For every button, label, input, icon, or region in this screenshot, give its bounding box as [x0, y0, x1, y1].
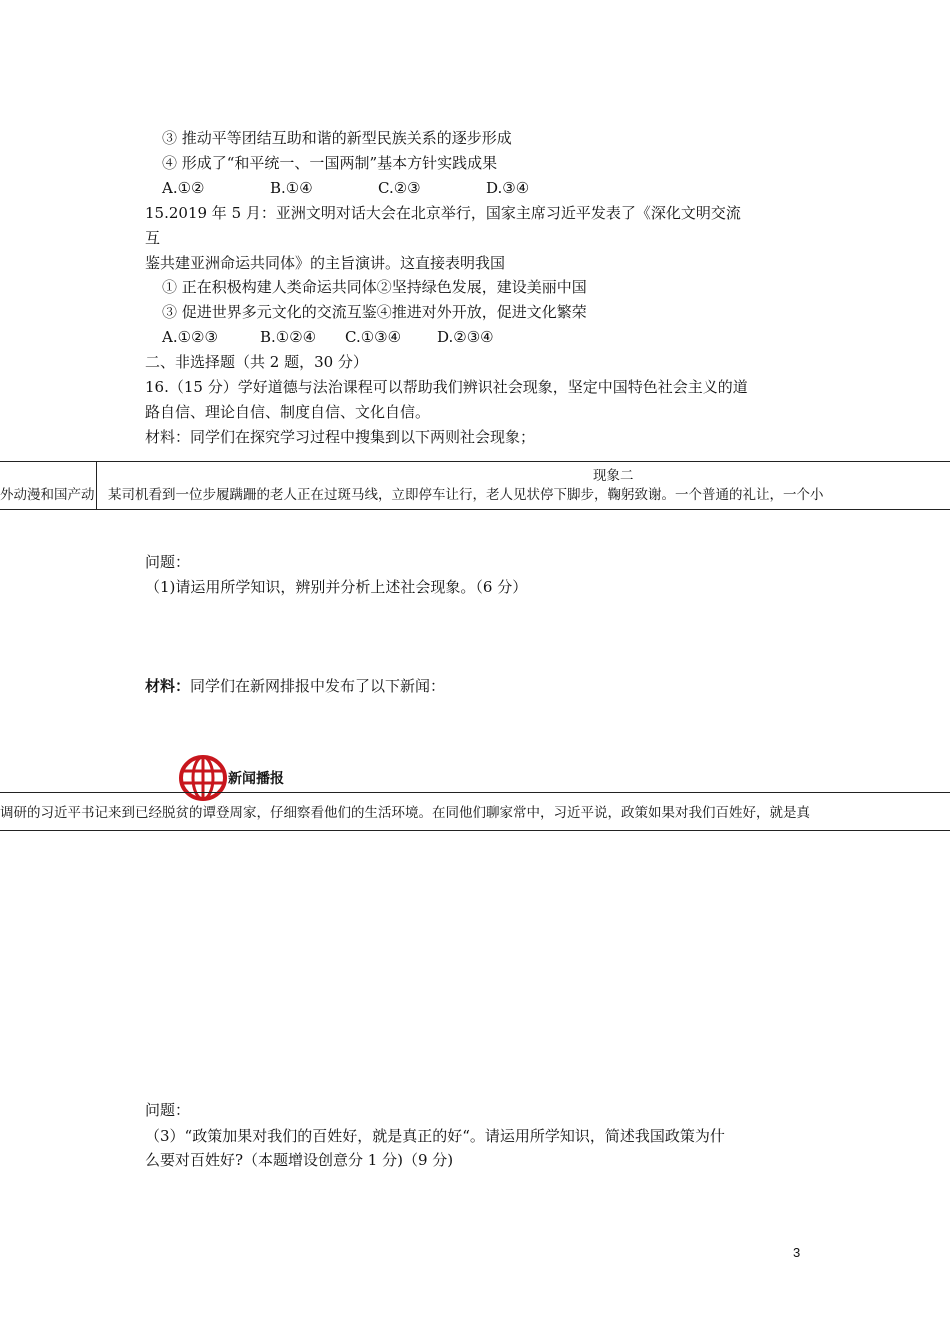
question-1: （1)请运用所学知识，辨别并分析上述社会现象。（6 分） — [145, 578, 528, 596]
q15-option-d: D.②③④ — [437, 328, 494, 346]
question-3-line-2: 么要对百姓好?（本题增设创意分 1 分)（9 分) — [145, 1151, 454, 1169]
q16-material-2 — [145, 676, 445, 696]
q14-option-a: A.①② — [162, 179, 205, 197]
phenomena-table — [0, 461, 950, 510]
q16-stem-line-1: 16.（15 分）学好道德与法治课程可以帮助我们辨识社会现象，坚定中国特色社会主义的道 — [145, 378, 748, 396]
q14-item-4: ④ 形成了“和平统一、一国两制”基本方针实践成果 — [162, 154, 498, 172]
news-title: 新闻播报 — [228, 771, 284, 787]
news-text: 调研的习近平书记来到已经脱贫的谭登周家，仔细察看他们的生活环境。在同他们聊家常中，习近平说，政策如果对我们百姓好，就是真 — [0, 805, 810, 821]
question-3-line-1: （3）“政策加果对我们的百姓好，就是真正的好“。请运用所学知识，简述我国政策为什 — [145, 1127, 725, 1145]
q15-stem-line-2: 互 — [145, 229, 161, 247]
q15-stem-line-1: 15.2019 年 5 月：亚洲文明对话大会在北京举行，国家主席习近平发表了《深化文明交流 — [145, 204, 741, 222]
q16-stem-line-2: 路自信、理论自信、制度自信、文化自信。 — [145, 403, 431, 421]
question-label-1: 问题： — [145, 553, 191, 571]
phenomenon-two-text: 某司机看到一位步履蹒跚的老人正在过斑马线，立即停车让行，老人见状停下脚步，鞠躬致谢。一个普通的礼让，一个小 — [108, 487, 824, 503]
phenomenon-two-header: 现象二 — [593, 468, 634, 484]
q14-option-d: D.③④ — [486, 179, 530, 197]
question-label-2: 问题： — [145, 1101, 191, 1119]
q15-option-a: A.①②③ — [162, 328, 218, 346]
page-number: 3 — [793, 1245, 801, 1260]
q15-option-c: C.①③④ — [345, 328, 402, 346]
q14-option-c: C.②③ — [378, 179, 421, 197]
phenomenon-one-text: 外动漫和国产动 — [0, 487, 94, 503]
material-2-text: 同学们在新网排报中发布了以下新闻： — [190, 677, 446, 695]
q15-items-line-2: ③ 促进世界多元文化的交流互鉴④推进对外开放，促进文化繁荣 — [162, 303, 587, 321]
news-table — [0, 792, 950, 831]
material-2-label: 材料： — [145, 677, 191, 695]
q15-stem-line-3: 鉴共建亚洲命运共同体》的主旨演讲。这直接表明我国 — [145, 254, 506, 272]
q16-material-1: 材料：同学们在探究学习过程中搜集到以下两则社会现象； — [145, 428, 536, 446]
q15-option-b: B.①②④ — [260, 328, 317, 346]
section-2-heading: 二、非选择题（共 2 题，30 分） — [145, 353, 368, 371]
q15-items-line-1: ① 正在积极构建人类命运共同体②坚持绿色发展，建设美丽中国 — [162, 278, 587, 296]
q14-item-3: ③ 推动平等团结互助和谐的新型民族关系的逐步形成 — [162, 129, 512, 147]
table-divider — [96, 462, 97, 509]
q14-option-b: B.①④ — [270, 179, 313, 197]
